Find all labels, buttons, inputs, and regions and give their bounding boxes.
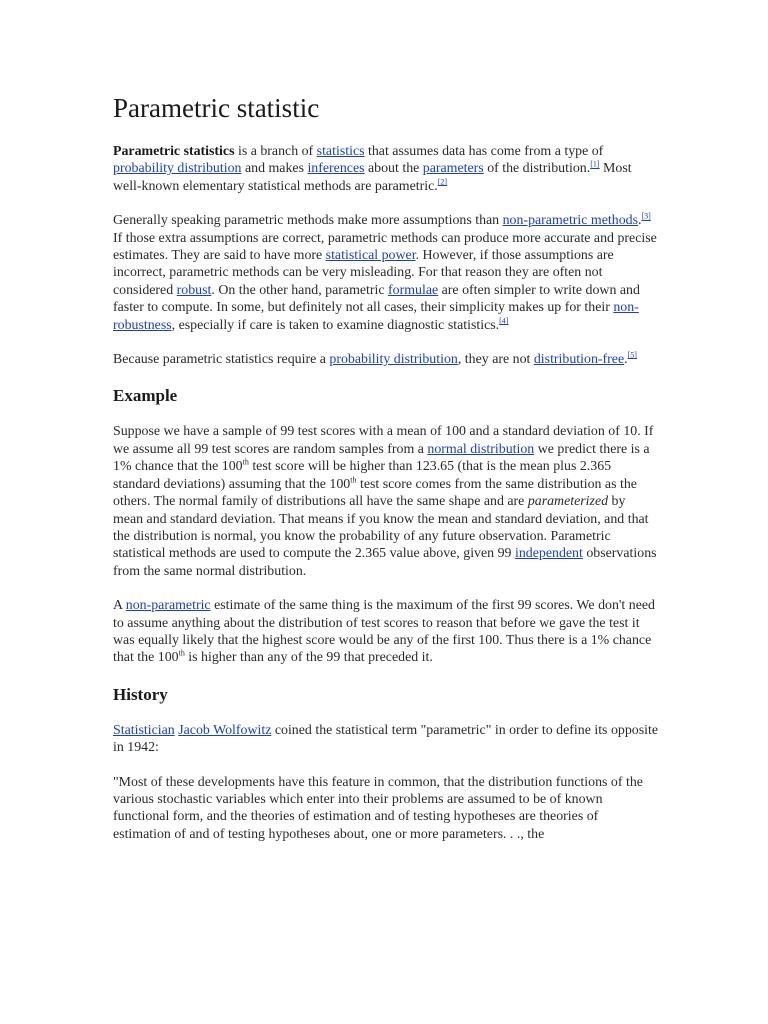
- text-span: that assumes data has come from a type of: [364, 144, 604, 159]
- link-probability-distribution[interactable]: probability distribution: [113, 161, 242, 177]
- text-span: Suppose we have a sample of 99 test scores with a mean of 100 and a standard deviation of 10. If we assume all 99 test scores are random samples from a: [113, 424, 654, 457]
- text-span: .: [624, 352, 628, 368]
- citation-4: [499, 316, 508, 325]
- example-paragraph-1: [113, 423, 658, 580]
- link-inferences[interactable]: inferences: [307, 161, 365, 177]
- history-quote: "Most of these developments have this feature in common, that the distribution functions of the various stochastic variables which enter into their problems are assumed to be of known functional form, and the theories of estimation and of testing hypotheses are theories of estimation of and of testing hypotheses about, one or more parameters. . ., the: [113, 774, 643, 842]
- text-span: Generally speaking parametric methods make more assumptions than: [113, 213, 503, 229]
- text-span: . However, if those assumptions are incorrect, parametric methods can be very misleading. For that reason they are often not considered: [113, 248, 614, 298]
- link-statistician[interactable]: Statistician: [113, 722, 175, 738]
- citation-5: [628, 350, 637, 359]
- link-robust[interactable]: robust: [176, 282, 212, 298]
- link-non-parametric-methods[interactable]: non-parametric methods: [502, 213, 638, 229]
- link-formulae[interactable]: formulae: [388, 282, 439, 298]
- distribution-free-paragraph: [113, 351, 658, 368]
- text-span: A: [113, 598, 126, 614]
- text-span: is a branch of: [234, 144, 317, 159]
- link-parameters[interactable]: parameters: [422, 161, 484, 177]
- text-span: coined the statistical term "parametric" in order to define its opposite in 1942:: [113, 722, 659, 756]
- link-distribution-free[interactable]: distribution-free: [533, 352, 625, 368]
- citation-1: [590, 160, 599, 169]
- article-body: [113, 88, 658, 860]
- link-statistics[interactable]: statistics: [316, 144, 365, 159]
- link-non-robustness[interactable]: non-robustness: [113, 300, 639, 333]
- link-statistical-power[interactable]: statistical power: [325, 248, 416, 264]
- text-span: . On the other hand, parametric: [211, 282, 389, 298]
- history-paragraph-1: [113, 722, 658, 757]
- bold-term: Parametric statistics: [113, 144, 235, 159]
- text-span: are often simpler to write down and faster to compute. In some, but definitely not all cases, their simplicity makes up for their: [113, 282, 640, 316]
- citation-link-5[interactable]: [5]: [627, 350, 637, 360]
- example-paragraph-2: [113, 597, 658, 667]
- text-span: test score will be higher than 123.65 (that is the mean plus 2.365 standard deviations) assuming that the 100: [113, 459, 612, 492]
- section-heading-example: Example: [113, 386, 178, 406]
- ordinal-suffix: th: [350, 475, 357, 485]
- text-span: .: [638, 213, 642, 229]
- citation-link-4[interactable]: [4]: [499, 316, 509, 326]
- page-title: Parametric statistic: [113, 93, 320, 123]
- citation-link-3[interactable]: [3]: [641, 211, 651, 221]
- text-span: and makes: [241, 161, 308, 177]
- link-probability-distribution-2[interactable]: probability distribution: [329, 352, 458, 368]
- text-span: Most well-known elementary statistical methods are parametric.: [113, 161, 632, 194]
- emphasis-parameterized: parameterized: [527, 494, 609, 510]
- text-span: test score comes from the same distribution as the others. The normal family of distributions all have the same shape and are: [113, 476, 637, 510]
- citation-link-1[interactable]: [1]: [590, 159, 600, 169]
- text-span: If those extra assumptions are correct, parametric methods can produce more accurate and precise estimates. They are said to have more: [113, 230, 657, 264]
- text-span: observations from the same normal distribution.: [113, 546, 657, 579]
- citation-2: [438, 177, 447, 186]
- citation-3: [641, 212, 650, 221]
- text-span: about the: [364, 161, 423, 177]
- citation-link-2[interactable]: [2]: [437, 177, 448, 187]
- text-span: of the distribution.: [483, 161, 591, 177]
- text-span: Because parametric statistics require a: [113, 352, 330, 368]
- text-span: by mean and standard deviation. That means if you know the mean and standard deviation, and that the distribution is normal, you know the probability of any future observation. Parametric statistical methods are used to compute the 2.365 value above, given 99: [113, 494, 649, 562]
- link-jacob-wolfowitz[interactable]: Jacob Wolfowitz: [178, 722, 272, 738]
- text-span: is higher than any of the 99 that preceded it.: [184, 650, 433, 666]
- link-non-parametric[interactable]: non-parametric: [125, 598, 211, 614]
- assumptions-paragraph: [113, 212, 658, 334]
- text-span: estimate of the same thing is the maximum of the first 99 scores. We don't need to assume anything about the distribution of test scores to reason that before we gave the test it was equally likely that the highest score would be any of the first 100. Thus there is a 1% chance that the 100: [113, 598, 655, 666]
- text-span: we predict there is a 1% chance that the 100: [113, 441, 650, 475]
- section-heading-history: History: [113, 684, 168, 704]
- text-span: , they are not: [457, 352, 534, 368]
- ordinal-suffix: th: [178, 648, 185, 658]
- intro-paragraph: [113, 143, 658, 195]
- link-independent[interactable]: independent: [514, 546, 583, 562]
- ordinal-suffix: th: [242, 457, 249, 467]
- link-normal-distribution[interactable]: normal distribution: [427, 441, 535, 457]
- text-span: , especially if care is taken to examine diagnostic statistics.: [171, 317, 500, 333]
